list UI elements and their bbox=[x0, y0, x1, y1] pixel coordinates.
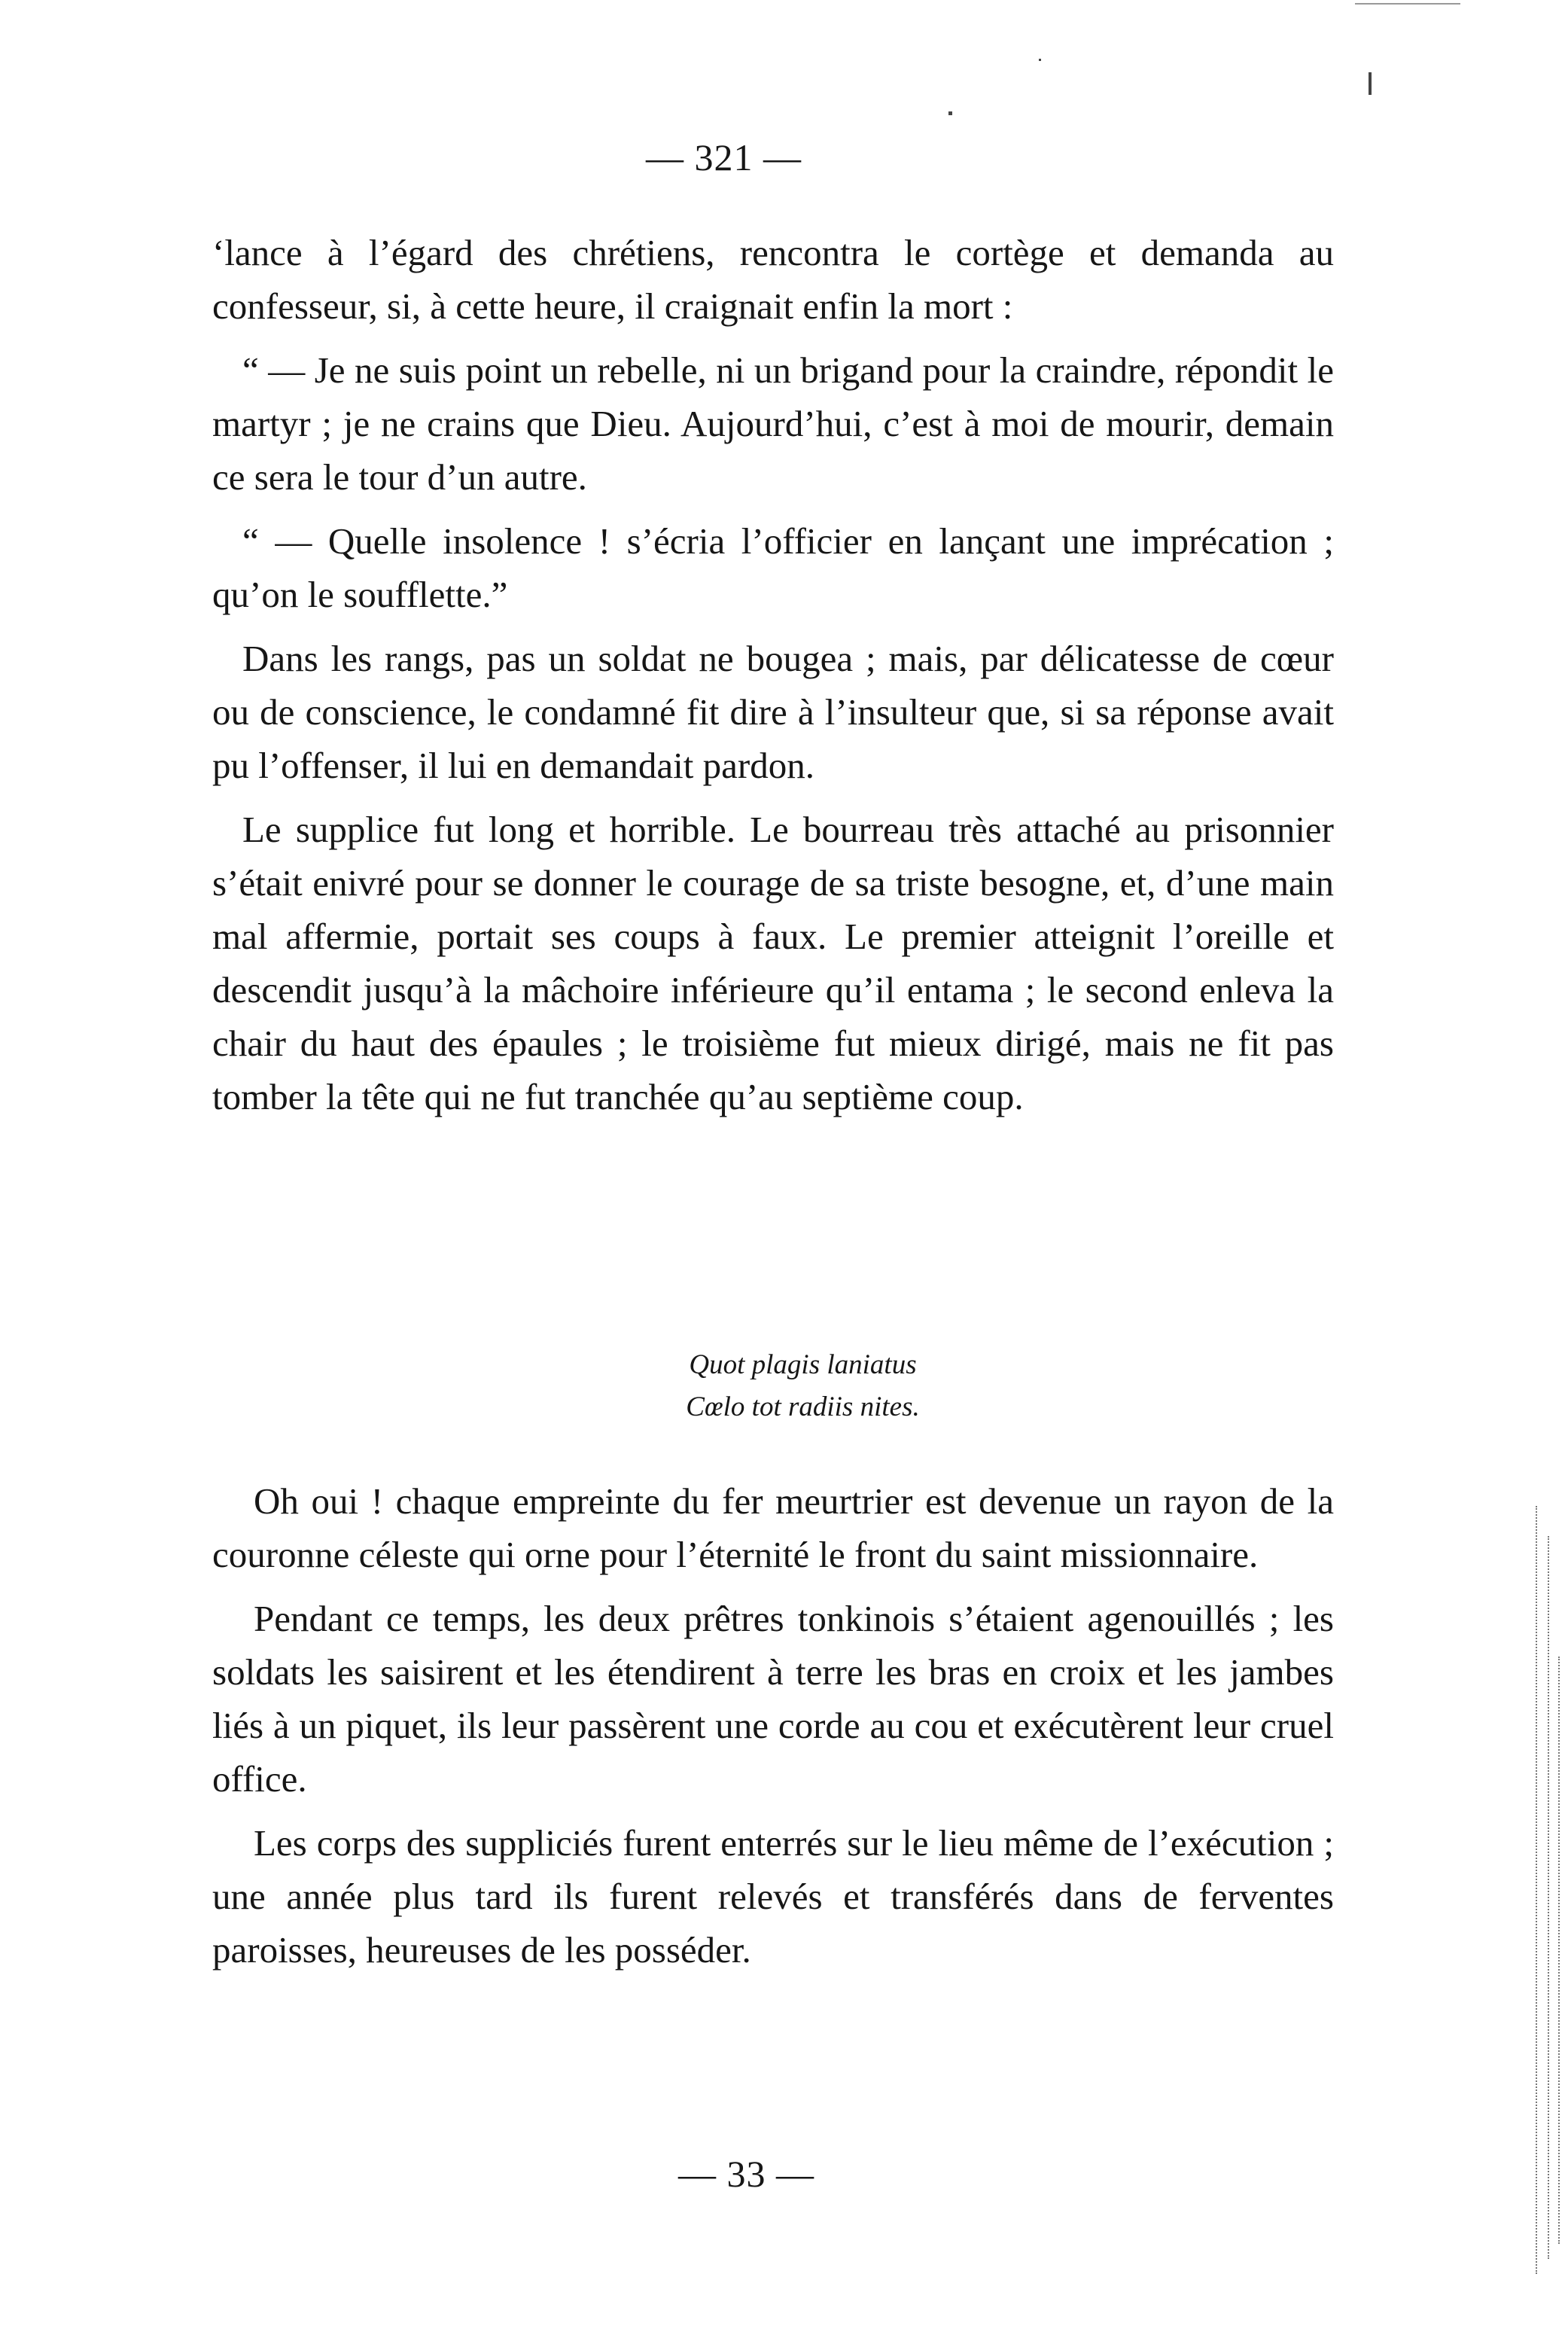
scan-speck bbox=[1369, 72, 1372, 95]
latin-quote-line-2: Cœlo tot radiis nites. bbox=[686, 1391, 920, 1422]
latin-quote bbox=[0, 1344, 1568, 1428]
paragraph-officer-exclamation: “ — Quelle insolence ! s’écria l’officier en lançant une imprécation ; qu’on le soufflette.” bbox=[212, 520, 1334, 615]
scan-edge-line bbox=[1558, 1657, 1560, 2244]
page-number-bottom: — 33 — bbox=[678, 2153, 814, 2195]
body-text-before-quote bbox=[212, 226, 1334, 1134]
paragraph-martyr-reply: “ — Je ne suis point un rebelle, ni un brigand pour la craindre, répondit le martyr ; je ne crains que Dieu. Aujourd’hui, c’est à moi de mourir, demain ce sera le tour d’un autre. bbox=[212, 349, 1334, 498]
paragraph-execution: Le supplice fut long et horrible. Le bourreau très attaché au prisonnier s’était enivré pour se donner le courage de sa triste besogne, et, d’une main mal affermie, portait ses coups à faux. Le premier atteignit l’oreille et descendit jusqu’à la mâchoire inférieure qu’il entama ; le second enleva la chair du haut des épaules ; le troisième fut mieux dirigé, mais ne fit pas tomber la tête qui ne fut tranchée qu’au septième coup. bbox=[212, 809, 1334, 1117]
scan-speck bbox=[1039, 59, 1041, 61]
scan-edge-line bbox=[1536, 1506, 1537, 2274]
paragraph-burial: Les corps des suppliciés furent enterrés sur le lieu même de l’exécution ; une année plus tard ils furent relevés et transférés dans de ferventes paroisses, heureuses de les posséder. bbox=[212, 1822, 1334, 1971]
latin-quote-line-1: Quot plagis laniatus bbox=[689, 1349, 917, 1380]
page-number-top: — 321 — bbox=[646, 136, 802, 178]
paragraph-crown: Oh oui ! chaque empreinte du fer meurtrier est devenue un rayon de la couronne céleste qui orne pour l’éternité le front du saint missionnaire. bbox=[212, 1480, 1334, 1575]
scan-speck bbox=[948, 111, 952, 115]
body-text-after-quote bbox=[212, 1474, 1334, 1987]
paragraph-tonkinese-priests: Pendant ce temps, les deux prêtres tonkinois s’étaient agenouillés ; les soldats les saisirent et les étendirent à terre les bras en croix et les jambes liés à un piquet, ils leur passèrent une corde au cou et exécutèrent leur cruel office. bbox=[212, 1598, 1334, 1800]
paragraph-pardon: Dans les rangs, pas un soldat ne bougea ; mais, par délicatesse de cœur ou de conscience, le condamné fit dire à l’insulteur que, si sa réponse avait pu l’offenser, il lui en demandait pardon. bbox=[212, 638, 1334, 786]
paragraph-continuation: ‘lance à l’égard des chrétiens, rencontra le cortège et demanda au confesseur, si, à cette heure, il craignait enfin la mort : bbox=[212, 232, 1334, 327]
scan-edge-line bbox=[1548, 1536, 1549, 2259]
scan-top-edge bbox=[1355, 3, 1460, 5]
